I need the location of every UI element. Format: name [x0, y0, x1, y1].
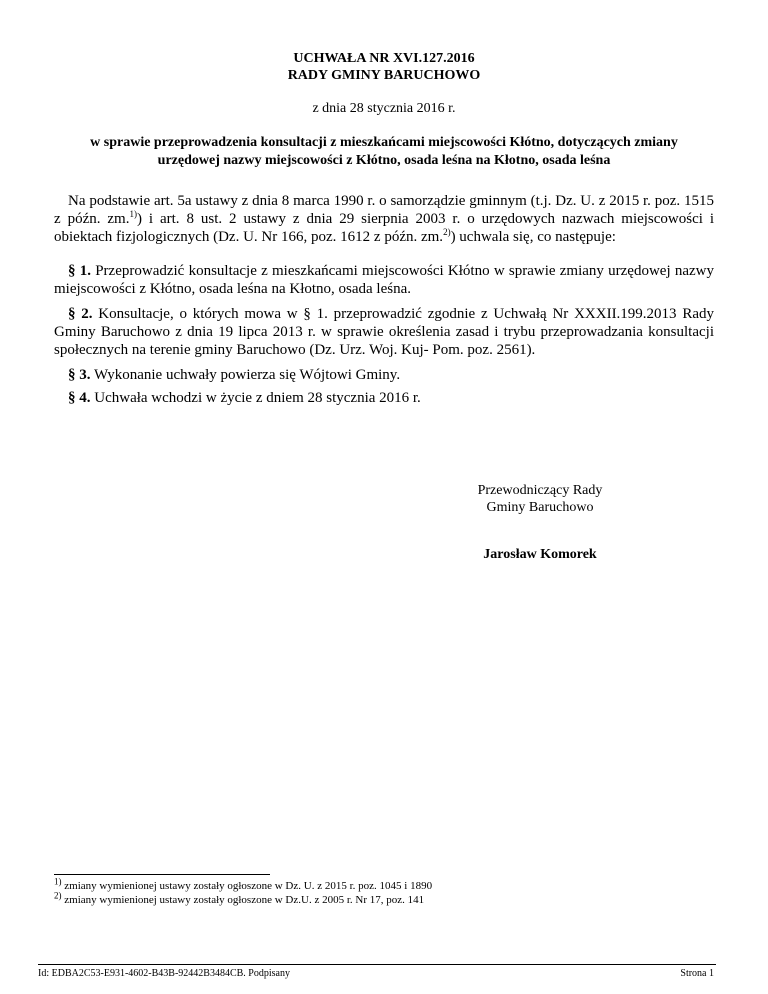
footnote-2-mark: 2)	[54, 890, 62, 901]
preamble-part-3: ) uchwala się, co następuje:	[450, 229, 616, 245]
signature-role-line-2: Gminy Baruchowo	[486, 500, 594, 515]
preamble-part-2: ) i art. 8 ust. 2 ustawy z dnia 29 sierpnia 2003 r. o urzędowych nazwach miejscowości i obiektach fizjologicznych (Dz. U. Nr 166, poz. 1612 z późn. zm.	[54, 211, 715, 245]
signature-role-line-1: Przewodniczący Rady	[477, 483, 603, 498]
footnote-ref-1: 1)	[129, 209, 137, 219]
subject-line-2: urzędowej nazwy miejscowości z Kłótno, osada leśna na Kłotno, osada leśna	[157, 153, 611, 168]
footnote-separator	[54, 874, 270, 875]
signature-role	[440, 482, 640, 516]
section-1-number: § 1.	[68, 263, 91, 279]
resolution-date: z dnia 28 stycznia 2016 r.	[312, 101, 456, 116]
section-2-number: § 2.	[68, 306, 93, 322]
subject-line-1: w sprawie przeprowadzenia konsultacji z mieszkańcami miejscowości Kłótno, dotyczących zmiany	[90, 135, 678, 150]
footnote-ref-2: 2)	[443, 227, 451, 237]
resolution-subject	[54, 134, 714, 170]
title-line-2: RADY GMINY BARUCHOWO	[287, 68, 481, 83]
footnote-2-text: zmiany wymienionej ustawy zostały ogłoszone w Dz.U. z 2005 r. Nr 17, poz. 141	[61, 894, 425, 906]
section-4-text: Uchwała wchodzi w życie z dniem 28 stycznia 2016 r.	[90, 390, 421, 406]
section-3-text: Wykonanie uchwały powierza się Wójtowi Gminy.	[90, 367, 401, 383]
section-4-number: § 4.	[68, 390, 91, 406]
title-line-1: UCHWAŁA NR XVI.127.2016	[293, 51, 475, 66]
resolution-title	[0, 50, 768, 84]
footnote-1-mark: 1)	[54, 876, 62, 887]
preamble-part-1: Na podstawie art. 5a ustawy z dnia 8 marca 1990 r. o samorządzie gminnym (t.j. Dz. U. z 2015 r. poz. 1515 z późn. zm.	[54, 193, 714, 227]
page-number: Strona 1	[680, 968, 714, 979]
section-3-number: § 3.	[68, 367, 91, 383]
preamble	[54, 192, 714, 246]
section-2	[54, 305, 714, 359]
footnote-1	[54, 876, 714, 893]
section-1-text: Przeprowadzić konsultacje z mieszkańcami miejscowości Kłótno w sprawie zmiany urzędowej nazwy miejscowości z Kłótno, osada leśna na Kłotno, osada leśna.	[54, 263, 715, 297]
document-id: Id: EDBA2C53-E931-4602-B43B-92442B3484CB. Podpisany	[38, 968, 290, 979]
section-1	[54, 262, 714, 298]
section-3	[54, 366, 714, 384]
footer-rule	[38, 964, 716, 965]
section-2-text: Konsultacje, o których mowa w § 1. przeprowadzić zgodnie z Uchwałą Nr XXXII.199.2013 Rady Gminy Baruchowo z dnia 19 lipca 2013 r. w sprawie określenia zasad i trybu przeprowadzania konsultacji społecznych na terenie gminy Baruchowo (Dz. Urz. Woj. Kuj- Pom. poz. 2561).	[54, 306, 714, 358]
footnote-1-text: zmiany wymienionej ustawy zostały ogłoszone w Dz. U. z 2015 r. poz. 1045 i 1890	[61, 880, 433, 892]
section-4	[54, 389, 714, 407]
footnote-2	[54, 890, 714, 907]
signatory-name: Jarosław Komorek	[483, 547, 597, 562]
